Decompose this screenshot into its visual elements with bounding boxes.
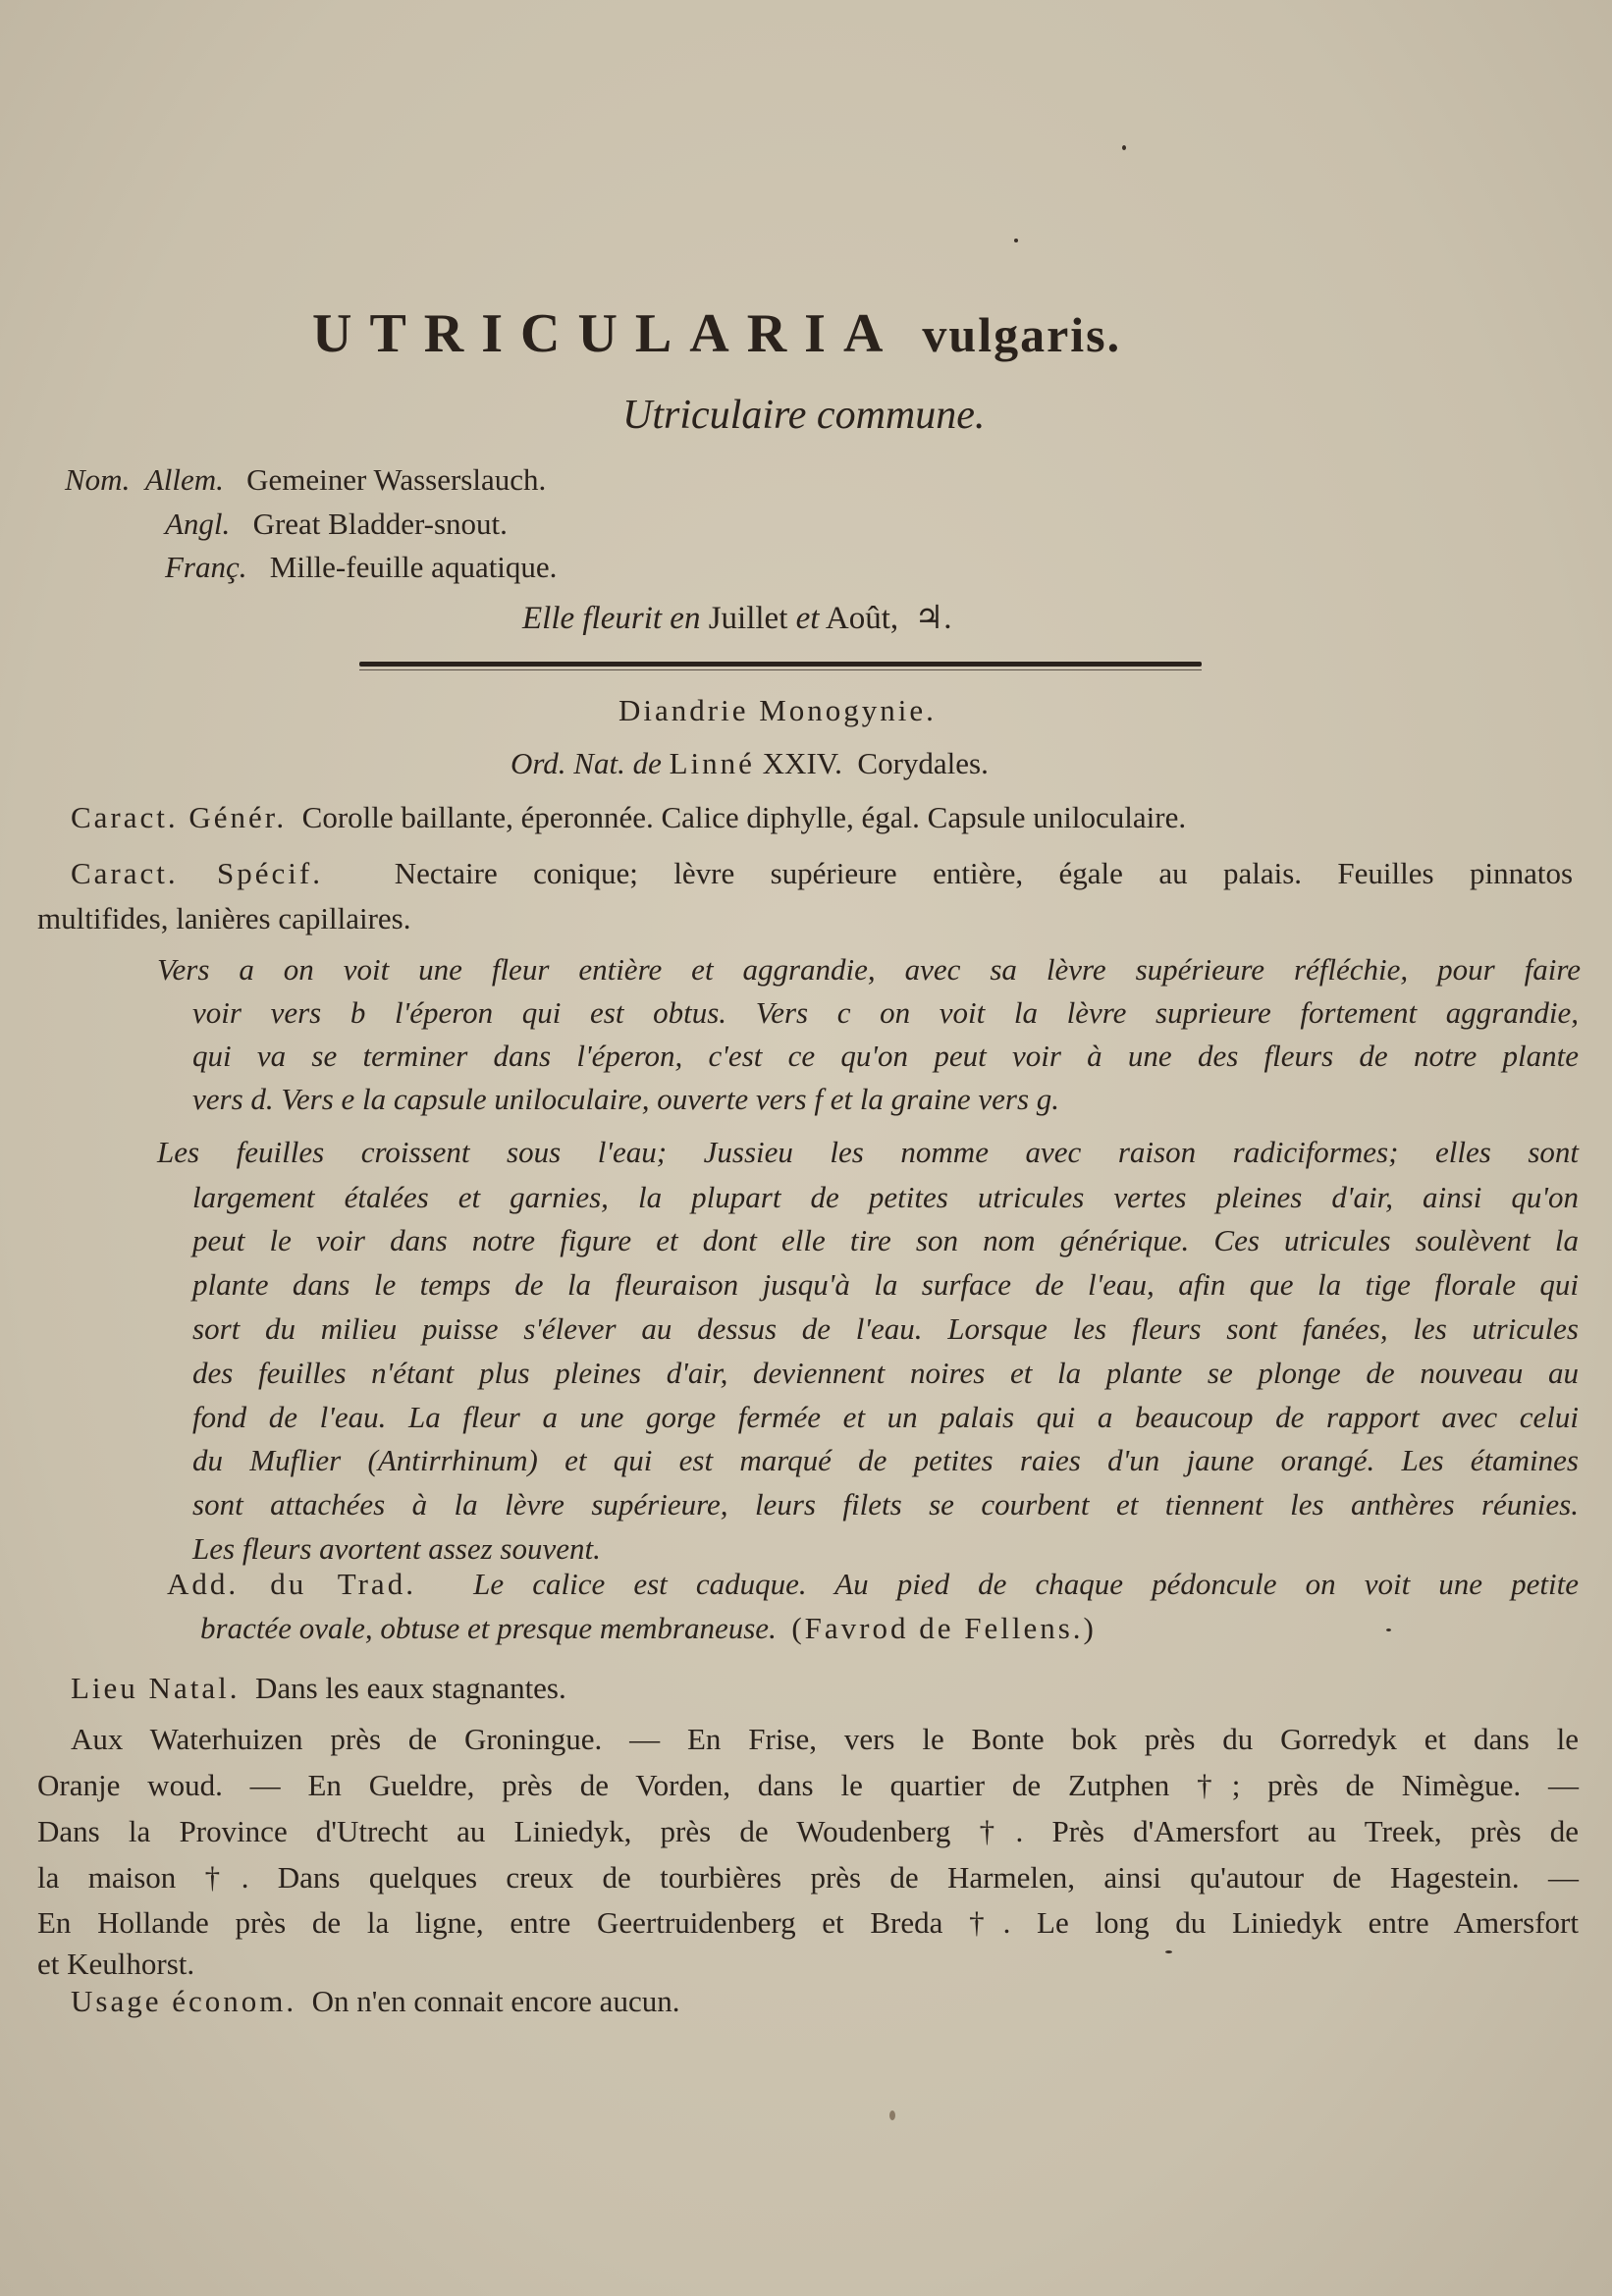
locality-line: Dans la Province d'Utrecht au Liniedyk, près de Woudenberg †. Près d'Amersfort au Treek, près de: [37, 1814, 1579, 1848]
description-line: sont attachées à la lèvre supérieure, leurs filets se courbent et tiennent les anthères réunies.: [192, 1487, 1579, 1522]
section-text: On n'en connait encore aucun.: [311, 1984, 680, 2018]
description-line: Vers a on voit une fleur entière et aggrandie, avec sa lèvre supérieure réfléchie, pour faire: [157, 952, 1581, 987]
language-label: Allem.: [144, 462, 224, 497]
translator-name: (Favrod de Fellens.): [791, 1611, 1097, 1645]
flowering-period: [522, 603, 951, 635]
translator-addition-line-1: [167, 1569, 1579, 1599]
name-german: [65, 464, 546, 495]
language-label: Franç.: [165, 550, 247, 584]
section-text: Dans les eaux stagnantes.: [254, 1671, 566, 1705]
description-line: peut le voir dans notre figure et dont elle tire son nom générique. Ces utricules soulèvent la: [192, 1223, 1579, 1257]
native-habitat: [71, 1673, 566, 1703]
paper-speck: [1014, 239, 1018, 242]
order-label: Ord. Nat.: [510, 746, 625, 780]
order-number: XXIV.: [762, 746, 842, 780]
description-line: qui va se terminer dans l'éperon, c'est ce qu'on peut voir à une des fleurs de notre plante: [192, 1039, 1579, 1073]
specific-character-line-1: [71, 858, 1573, 888]
locality-line: Oranje woud. — En Gueldre, près de Vorden, dans le quartier de Zutphen †; près de Nimègue. —: [37, 1768, 1579, 1802]
locality-line: En Hollande près de la ligne, entre Geertruidenberg et Breda †. Le long du Liniedyk entre Amersfort: [37, 1905, 1579, 1940]
flowering-month: Juillet: [708, 601, 788, 636]
flowering-conjunction: et: [795, 601, 820, 636]
name-french: [165, 552, 557, 582]
flowering-month: Août,: [825, 601, 899, 636]
paper-speck: [889, 2110, 895, 2120]
section-text: Nectaire conique; lèvre supérieure entière, égale au palais. Feuilles pinnatos: [394, 856, 1574, 890]
locality-line: la maison †. Dans quelques creux de tourbières près de Harmelen, ainsi qu'autour de Hagestein. —: [37, 1860, 1579, 1895]
generic-character: [71, 802, 1186, 832]
paper-speck: [1122, 145, 1126, 150]
natural-order: [510, 748, 989, 778]
page-title: [312, 303, 1122, 364]
section-label: Add. du Trad.: [167, 1567, 416, 1601]
common-name: Great Bladder-snout.: [252, 507, 508, 541]
name-english: [165, 508, 508, 539]
paper-speck: [1386, 1629, 1391, 1631]
perennial-symbol: ♃.: [914, 601, 952, 636]
flowering-text: Elle fleurit en: [522, 601, 701, 636]
specific-character-line-2: multifides, lanières capillaires.: [37, 901, 411, 935]
section-label: Caract. Génér.: [71, 800, 288, 834]
translator-addition-line-2: [200, 1613, 1097, 1643]
section-label: Lieu Natal.: [71, 1671, 241, 1705]
description-line: sort du milieu puisse s'élever au dessus de l'eau. Lorsque les fleurs sont fanées, les utricules: [192, 1311, 1579, 1346]
description-line: Les fleurs avortent assez souvent.: [192, 1531, 601, 1566]
order-de: de: [632, 746, 662, 780]
french-common-name: Utriculaire commune.: [622, 393, 986, 438]
order-family: Corydales.: [857, 746, 989, 780]
paper-speck: [1165, 1950, 1172, 1953]
species-name: vulgaris.: [922, 307, 1122, 362]
section-text: bractée ovale, obtuse et presque membraneuse.: [200, 1611, 777, 1645]
divider-rule-thin: [359, 669, 1202, 670]
description-line: fond de l'eau. La fleur a une gorge fermée et un palais qui a beaucoup de rapport avec celui: [192, 1400, 1579, 1434]
section-text: Corolle baillante, éperonnée. Calice diphylle, égal. Capsule uniloculaire.: [301, 800, 1187, 834]
order-author: Linné: [669, 746, 755, 780]
section-label: Usage économ.: [71, 1984, 297, 2018]
common-name: Mille-feuille aquatique.: [269, 550, 558, 584]
description-line: Les feuilles croissent sous l'eau; Jussieu les nomme avec raison radiciformes; elles sont: [157, 1135, 1579, 1169]
common-name: Gemeiner Wasserslauch.: [246, 462, 547, 497]
economic-usage: [71, 1986, 679, 2016]
section-label: Caract. Spécif.: [71, 856, 323, 890]
description-line: vers d. Vers e la capsule uniloculaire, ouverte vers f et la graine vers g.: [192, 1082, 1060, 1116]
locality-line: et Keulhorst.: [37, 1947, 195, 1981]
divider-rule: [359, 662, 1202, 667]
section-text: Le calice est caduque. Au pied de chaque pédoncule on voit une petite: [473, 1567, 1579, 1601]
description-line: du Muflier (Antirrhinum) et qui est marqué de petites raies d'un jaune orangé. Les étamines: [192, 1443, 1579, 1477]
linnaean-class: Diandrie Monogynie.: [618, 693, 937, 727]
description-line: plante dans le temps de la fleuraison jusqu'à la surface de l'eau, afin que la tige florale qui: [192, 1267, 1579, 1302]
language-label: Angl.: [165, 507, 231, 541]
description-line: des feuilles n'étant plus pleines d'air, deviennent noires et la plante se plonge de nouveau au: [192, 1356, 1579, 1390]
nom-label: Nom.: [65, 462, 131, 497]
description-line: largement étalées et garnies, la plupart de petites utricules vertes pleines d'air, ainsi qu'on: [192, 1180, 1579, 1214]
genus-name: UTRICULARIA: [312, 303, 901, 364]
locality-line: Aux Waterhuizen près de Groningue. — En Frise, vers le Bonte bok près du Gorredyk et dans le: [71, 1722, 1579, 1756]
description-line: voir vers b l'éperon qui est obtus. Vers c on voit la lèvre suprieure fortement aggrandie,: [192, 995, 1579, 1030]
